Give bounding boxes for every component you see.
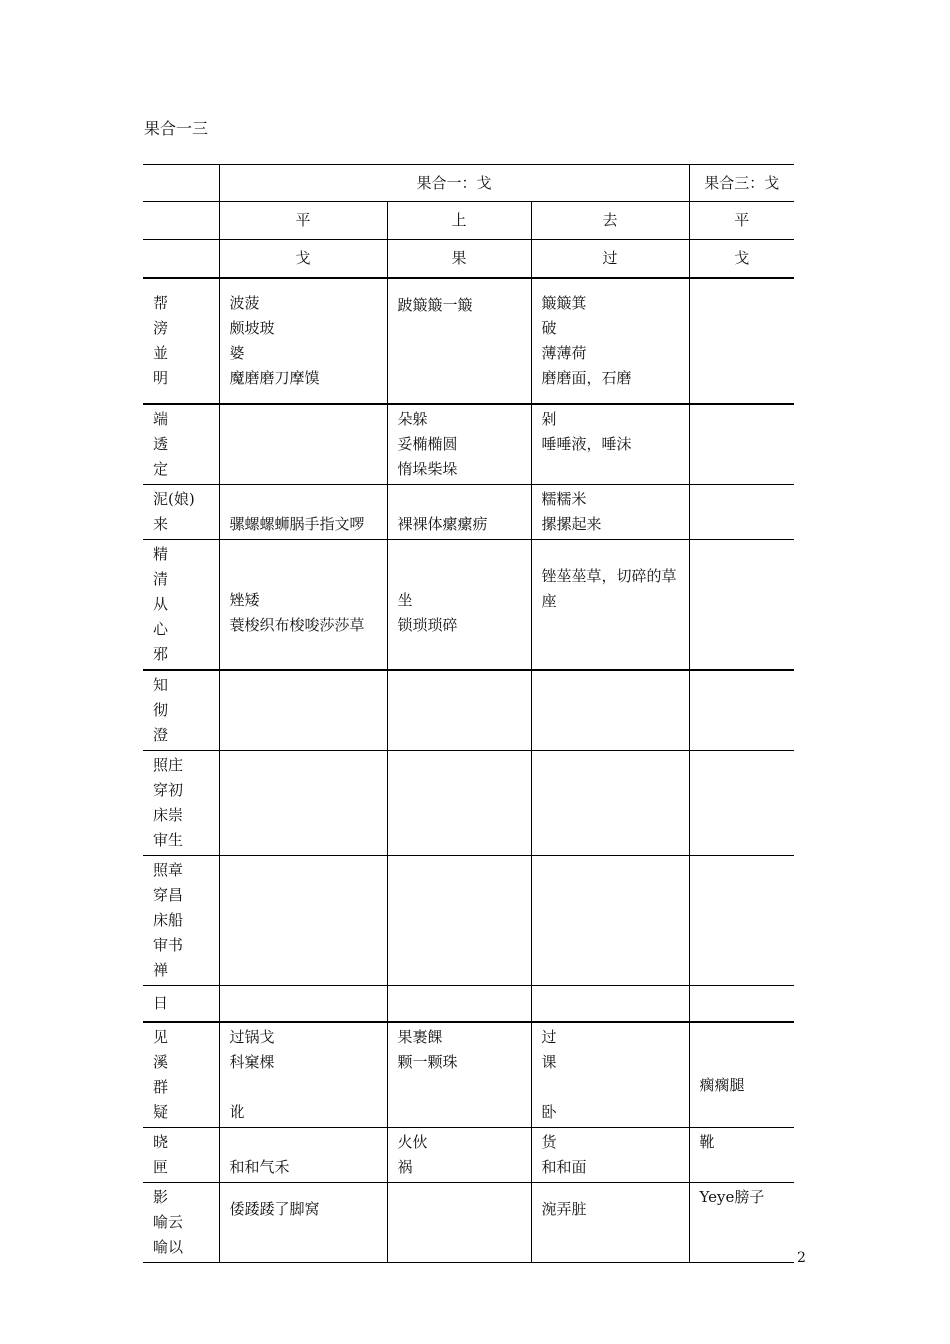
tone-header: 平 [219, 202, 387, 240]
table-cell [689, 484, 794, 539]
table-cell: 骡螺螺蛳脶手指文啰 [219, 484, 387, 539]
table-cell [689, 539, 794, 670]
table-row [143, 985, 794, 1022]
table-cell [531, 985, 689, 1022]
table-cell: Yeye膀子 [689, 1183, 794, 1263]
table-row [143, 1128, 794, 1183]
table-cell: 锉莝莝草，切碎的草 座 [531, 539, 689, 670]
table-row [143, 1022, 794, 1128]
initials-cell: 照庄 穿初 床崇 审生 [143, 750, 219, 855]
table-cell: 货 和和面 [531, 1128, 689, 1183]
table-row [143, 750, 794, 855]
table-cell [219, 404, 387, 485]
tone-header: 去 [531, 202, 689, 240]
corner-cell [143, 202, 219, 240]
tone-header: 平 [689, 202, 794, 240]
table-cell: 果裹餜 颗一颗珠 [387, 1022, 531, 1128]
rhyme-header: 戈 [219, 240, 387, 278]
rhyme-header: 过 [531, 240, 689, 278]
table-cell: 过锅戈 科窠棵 讹 [219, 1022, 387, 1128]
corner-cell [143, 240, 219, 278]
table-cell: 剁 唾唾液，唾沫 [531, 404, 689, 485]
table-cell: 矬矮 蓑梭织布梭唆莎莎草 [219, 539, 387, 670]
table-cell: 瘸瘸腿 [689, 1022, 794, 1128]
table-cell [689, 278, 794, 404]
table-cell: 涴弄脏 [531, 1183, 689, 1263]
rhyme-header: 戈 [689, 240, 794, 278]
table-cell: 朵躲 妥椭椭圆 惰垛柴垛 [387, 404, 531, 485]
table-cell [689, 404, 794, 485]
table-cell [689, 670, 794, 751]
initials-cell: 精 清 从 心 邪 [143, 539, 219, 670]
rhyme-table [143, 164, 794, 1263]
table-cell [387, 985, 531, 1022]
initials-cell: 知 彻 澄 [143, 670, 219, 751]
table-cell: 火伙 祸 [387, 1128, 531, 1183]
table-cell [689, 750, 794, 855]
header-row-groups [143, 165, 794, 202]
table-cell [219, 855, 387, 985]
table-cell [689, 855, 794, 985]
corner-cell [143, 165, 219, 202]
table-cell: 倭踒踒了脚窝 [219, 1183, 387, 1263]
table-cell [219, 985, 387, 1022]
initials-cell: 影 喻云 喻以 [143, 1183, 219, 1263]
table-row [143, 278, 794, 404]
page-number: 2 [797, 1250, 806, 1266]
table-row [143, 539, 794, 670]
table-row [143, 404, 794, 485]
table-cell [531, 670, 689, 751]
table-row [143, 670, 794, 751]
page-title: 果合一三 [144, 119, 209, 138]
rhyme-header: 果 [387, 240, 531, 278]
table-cell: 过 课 卧 [531, 1022, 689, 1128]
table-cell: 波菠 颇坡玻 婆 魔磨磨刀摩馍 [219, 278, 387, 404]
header-row-rhymes [143, 240, 794, 278]
table-cell [387, 670, 531, 751]
table-cell: 簸簸箕 破 薄薄荷 磨磨面，石磨 [531, 278, 689, 404]
table-cell: 靴 [689, 1128, 794, 1183]
group-header-2: 果合三：戈 [689, 165, 794, 202]
table-cell: 糯糯米 摞摞起来 [531, 484, 689, 539]
initials-cell: 泥(娘) 来 [143, 484, 219, 539]
table-row [143, 855, 794, 985]
initials-cell: 端 透 定 [143, 404, 219, 485]
table-cell [387, 855, 531, 985]
table-row [143, 1183, 794, 1263]
table-cell: 跛簸簸一簸 [387, 278, 531, 404]
table-cell [387, 750, 531, 855]
group-header-1: 果合一：戈 [219, 165, 689, 202]
initials-cell: 日 [143, 985, 219, 1022]
table-cell [219, 750, 387, 855]
table-cell: 坐 锁琐琐碎 [387, 539, 531, 670]
table-cell [387, 1183, 531, 1263]
initials-cell: 帮 滂 並 明 [143, 278, 219, 404]
initials-cell: 照章 穿昌 床船 审书 禅 [143, 855, 219, 985]
table-cell [531, 750, 689, 855]
table-row [143, 484, 794, 539]
table-cell [531, 855, 689, 985]
initials-cell: 晓 匣 [143, 1128, 219, 1183]
table-cell [689, 985, 794, 1022]
table-cell: 裸裸体瘰瘰疬 [387, 484, 531, 539]
table-cell: 和和气禾 [219, 1128, 387, 1183]
initials-cell: 见 溪 群 疑 [143, 1022, 219, 1128]
header-row-tones [143, 202, 794, 240]
tone-header: 上 [387, 202, 531, 240]
table-cell [219, 670, 387, 751]
